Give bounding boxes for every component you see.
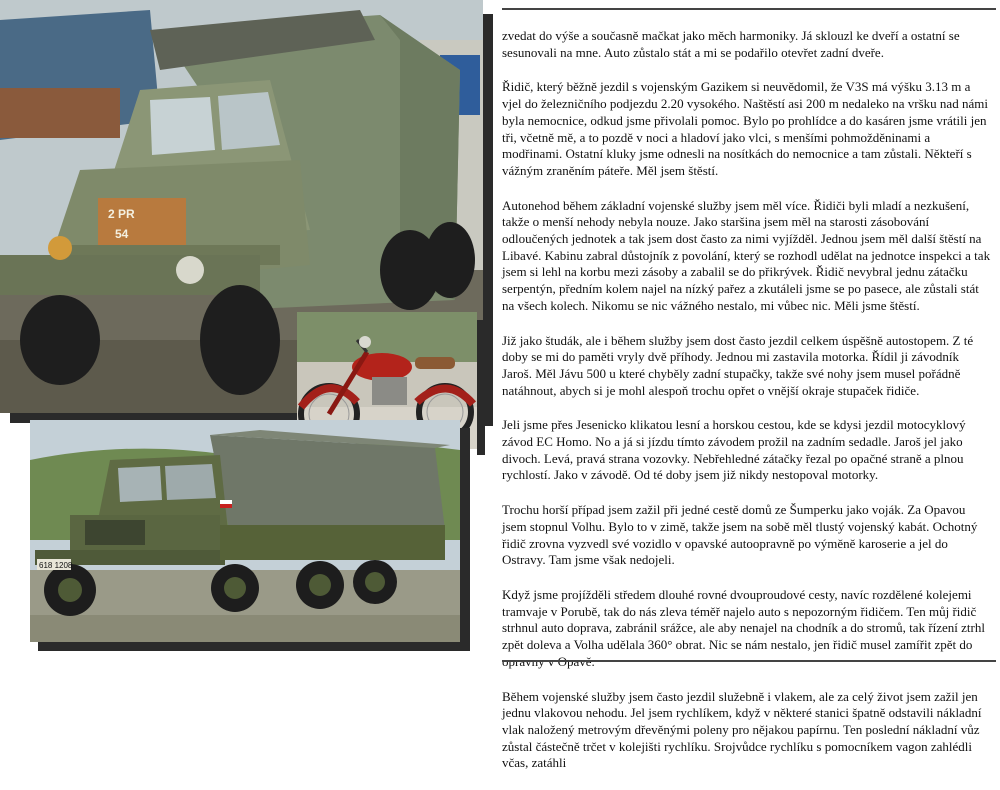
article-paragraph: Během vojenské služby jsem často jezdil služebně i vlakem, ale za celý život jsem zažil jen jednu vlakovou nehodu. Jel jsem rychlíkem, když v některé stanici špatně odstavili nákladní vlak naložený metrovým dřevěnými poleny pro nějakou papírnu. Ten poslední nákladní vůz zůstal částečně trčet v kolejišti rychlíku. Srojvůdce rychlíku s pomocníkem vagon zahlédli včas, zatáhli xyxy=(502,688,982,771)
truck-plate-line2: 54 xyxy=(115,227,129,241)
article-paragraph: Když jsme projížděli středem dlouhé rovné dvouproudové cesty, navíc rozdělené kolejemi tramvaje v Porubě, tak do nás zleva téměř najelo auto s nepozorným řidičem. Ten můj řidič strhnul auto doprava, zabránil srážce, ale aby nenajel na chodník a do stromů, tak řízení ztrhl zpět doleva a Volha udělala 360° obrat. Nic se nám nestalo, jen řidič musel zamířit zpět do opravny v Opavě. xyxy=(502,586,985,669)
photo-shadow xyxy=(38,642,470,651)
army-truck-illustration xyxy=(30,420,460,642)
article-paragraph: Autonehod během základní vojenské služby jsem měl více. Řidiči byli mladí a nezkušení, takže o menší nehody nebyla nouze. Jako staršina jsem měl na starosti zásobování odloučených jednotek a tak jsem dost často za nimi vyjížděl. Jednou jsem měl další štěstí na Libavé. Kabinu zabral důstojník z povolání, který se rozhodl udělat na jednotce inspekci a tak jsem si lehl na korbu mezi zásoby a zabalil se do přikrývek. Řidič nevybral jednu zátačku serpentýn, předním kolem najel na nízký pařez a zkutáleli jsme se po pasece, ale zůstali stát na všech kolech. Nikomu se nic vážného nestalo, mi vůbec nic. Měli jsme štěstí. xyxy=(502,197,991,313)
truck-plate-line1: 2 PR xyxy=(108,207,135,221)
article-paragraph: Řidič, který běžně jezdil s vojenským Gazikem si neuvědomil, že V3S má výšku 3.13 m a vjel do železničního podjezdu 2.20 vysokého. Naštěstí asi 200 m nedaleko na vršku nad námi byla nemocnice, odkud jsme přivolali pomoc. Bylo po prohlídce a do kasáren jsme vrátili jen tři, včetně mě, a to pozdě v noci a hladoví jako vlci, s menšími pohmožděninami a modřinami. Ostatní kluky jsme odnesli na nosítkách do nemocnice a tam zůstali. Někteří s vážným zraněním páteře. Měl jsem štěstí. xyxy=(502,79,988,178)
photo-shadow xyxy=(460,428,470,650)
article-paragraph: Již jako študák, ale i během služby jsem dost často jezdil celkem úspěšně autostopem. Z té doby se mi do paměti vryly dvě příhody. Jednou mi zastavila motorka. Řídil ji závodník Jaroš. Měl Jávu 500 u které chyběly zadní stupačky, takže své nohy jsem musel pořádně natáhnout, abych si je mohl alespoň trochu opřet o vnější okraje stupaček řidiče. xyxy=(502,332,974,398)
article-paragraph: zvedat do výše a současně mačkat jako měch harmoniky. Já sklouzl ke dveří a ostatní se sesunovali na mne. Auto zůstalo stát a mi se podařilo otevřet zadní dveře. xyxy=(502,28,960,60)
article-paragraph: Trochu horší případ jsem zažil při jedné cestě domů ze Šumperku jako voják. Za Opavou jsem stopnul Volhu. Bylo to v zimě, takže jsem na sobě měl tlustý vojenský kabát. Ochotný řidič zrovna vyzvedl své vozidlo v opavské autoopravně po výměně karoserie a jel do Ostravy. Tam jsme však nedojeli. xyxy=(502,502,978,568)
article-text xyxy=(502,28,992,790)
article-paragraph: Jeli jsme přes Jesenicko klikatou lesní a horskou cestou, kde se kdysi jezdil motocyklový závod EC Homo. No a já si jízdu tímto závodem prožil na zadním sedadle. Jaroš jel jako divoch. Levá, pravá strana vozovky. Nebřehledné zátačky řezal po opačné straně a plnou rychlostí. Jako v závodě. Od té doby jsem již nikdy nestopoval motorky. xyxy=(502,417,966,483)
photo-shadow xyxy=(477,320,485,455)
army-truck-plate: 618 1208 xyxy=(39,561,73,570)
top-rule xyxy=(502,8,996,10)
bottom-rule xyxy=(502,660,996,662)
photo-army-truck xyxy=(30,420,460,642)
